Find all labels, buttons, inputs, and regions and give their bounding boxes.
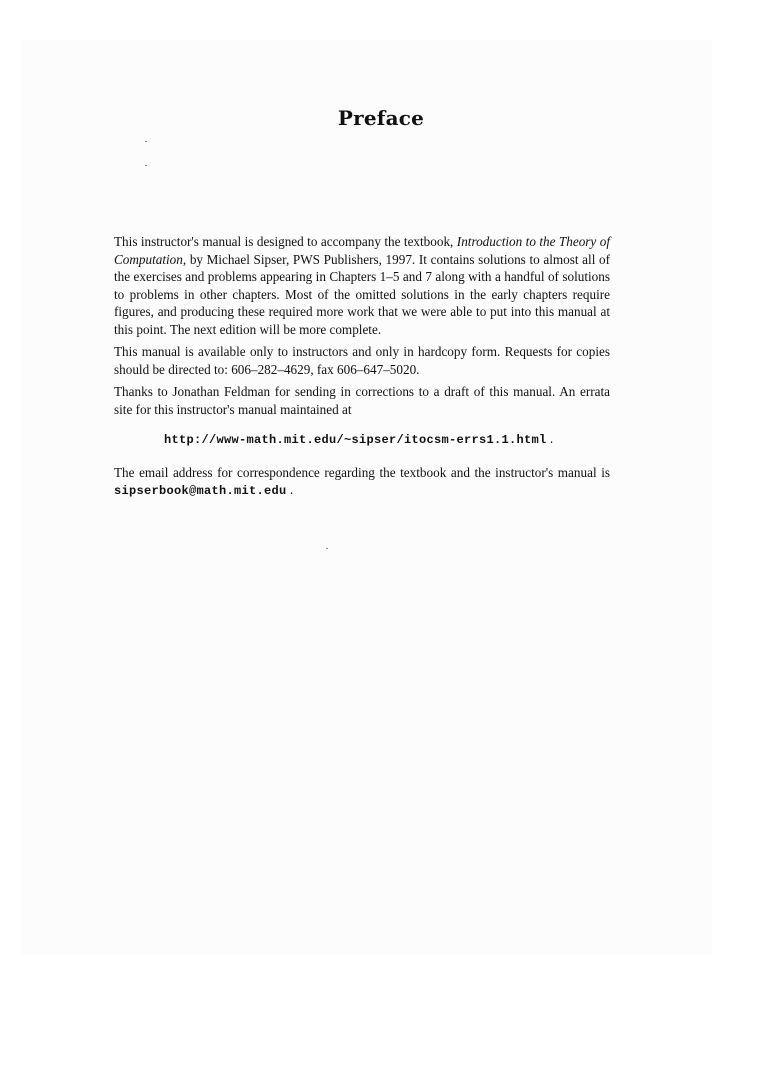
thanks-paragraph: Thanks to Jonathan Feldman for sending in corrections to a draft of this manual. An errata site for this instructor's manual maintained at (114, 384, 610, 417)
errata-url-suffix: . (546, 431, 554, 446)
email-text: The email address for correspondence regarding the textbook and the instructor's manual is (114, 464, 610, 480)
scan-speck (326, 548, 328, 549)
page-title: Preface (337, 106, 425, 130)
intro-text: This instructor's manual is designed to accompany the textbook, (114, 234, 457, 249)
scan-speck (145, 165, 147, 166)
email-address[interactable]: sipserbook@math.mit.edu (114, 484, 287, 498)
intro-text-continued: , by Michael Sipser, PWS Publishers, 1997. It contains solutions to almost all of the exercises and problems appearing in Chapters 1–5 and 7 along with a handful of solutions to problems in other chapters. Most of the omitted solutions in the early chapters require figures, and producing these required more work that we were able to put into this manual at this point. The next edition will be more complete. (114, 251, 610, 337)
email-suffix: . (286, 482, 294, 497)
errata-url-line (164, 430, 610, 450)
intro-paragraph (114, 233, 610, 338)
book-title: Introduction to the Theory of Computation (114, 234, 610, 267)
preface-body (114, 233, 610, 506)
availability-paragraph: This manual is available only to instructors and only in hardcopy form. Requests for copies should be directed to: 606–282–4629, fax 606–647–5020. (114, 344, 610, 377)
email-paragraph (114, 464, 610, 501)
scan-speck (145, 141, 147, 142)
errata-url[interactable]: http://www-math.mit.edu/~sipser/itocsm-errs1.1.html (164, 433, 547, 447)
